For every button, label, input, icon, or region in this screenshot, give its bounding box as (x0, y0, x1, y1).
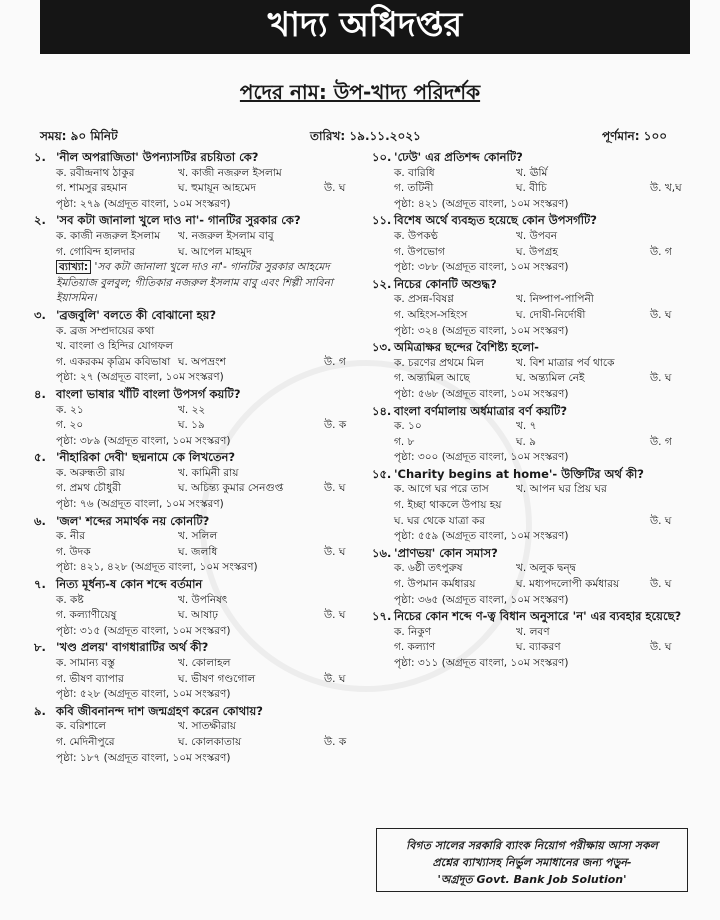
answer-key: উ. ঘ (650, 308, 672, 321)
option: ক. নিকুণ (394, 625, 431, 638)
option-row (372, 561, 690, 577)
question-text: বাংলা ভাষার খাঁটি বাংলা উপসর্গ কয়টি? (56, 386, 241, 401)
option: খ. ২২ (178, 403, 206, 416)
option: ঘ. ভীষণ গণ্ডগোল (178, 672, 256, 685)
question-item (372, 404, 690, 466)
option: খ. কাজী নজরুল ইসলাম (178, 166, 282, 179)
question-header (34, 577, 364, 593)
question-text: অমিত্রাক্ষর ছন্দের বৈশিষ্ট্য হলো- (394, 340, 539, 355)
option-row (372, 166, 690, 182)
question-item (372, 467, 690, 545)
option-row (372, 577, 690, 593)
header-banner (40, 0, 690, 54)
question-item (34, 514, 364, 576)
question-item (34, 308, 364, 386)
answer-key: উ. ঘ (650, 578, 672, 591)
option-row (372, 435, 690, 451)
question-header (372, 277, 690, 293)
option: গ. গোবিন্দ হালদার (56, 245, 136, 258)
option: গ. মেদিনীপুরে (56, 735, 115, 748)
question-number: ১৭. (372, 609, 392, 624)
option: ঘ. অপভ্রংশ (178, 355, 226, 368)
option: গ. ৮ (394, 435, 415, 448)
question-header (372, 609, 690, 625)
question-item (34, 704, 364, 766)
answer-key (650, 229, 690, 245)
questions-right-column (372, 150, 690, 673)
question-header (34, 514, 364, 530)
option-row (372, 245, 690, 261)
option: গ. একরকম কৃত্রিম কবিভাষা (56, 355, 171, 368)
source-reference: পৃষ্ঠা: ৩৮৮ (অগ্রদূত বাংলা, ১০ম সংস্করণ) (394, 261, 569, 274)
option-row (34, 229, 364, 245)
option-row (372, 482, 690, 498)
option: ক. চরণের প্রথমে মিল (394, 356, 484, 369)
option: গ. কল্যাণ (394, 641, 436, 654)
answer-key: উ. ঘ (650, 514, 672, 527)
exam-date: তারিখ: ১৯.১১.২০২১ (310, 129, 421, 143)
option: ঘ. মধ্যপদলোপী কর্মধারয় (516, 578, 620, 591)
question-text: 'নীহারিকা দেবী' ছদ্মনামে কে লিখতেন? (56, 450, 236, 465)
option: ক. প্রসন্ন-বিষণ্ণ (394, 293, 454, 306)
question-text: নিত্য মূর্ধন্য-ষ কোন শব্দে বর্তমান (56, 577, 203, 592)
option: খ. নজরুল ইসলাম বাবু (178, 229, 274, 242)
option-row (34, 656, 364, 672)
option: ক. ব্রজ সম্প্রদায়ের কথা (56, 324, 155, 337)
option: ক. রবীন্দ্রনাথ ঠাকুর (56, 166, 135, 179)
question-header (372, 150, 690, 166)
question-number: ৩. (34, 307, 46, 322)
option: ক. সামান্য বস্তু (56, 657, 115, 669)
promo-box (376, 828, 688, 892)
source-reference: পৃষ্ঠা: ৩০০ (অগ্রদূত বাংলা, ১০ম সংস্করণ) (394, 451, 569, 464)
option-row (34, 181, 364, 197)
answer-key: উ. খ,ঘ (650, 182, 682, 195)
promo-line: প্রশ্নের ব্যাখ্যাসহ নির্ভুল সমাধানের জন্য পড়ুন- (432, 856, 632, 869)
option: গ. তটিনী (394, 182, 434, 195)
option: ঘ. ব্যাকরণ (516, 641, 561, 654)
question-header (34, 387, 364, 403)
option: ক. ৬ষ্ঠী তৎপুরুষ (394, 562, 463, 575)
option: গ. শামসুর রহমান (56, 182, 128, 195)
option: ঘ. দোষী-নির্দোষী (516, 308, 586, 321)
option-row (34, 403, 364, 419)
option: খ. লবণ (516, 625, 550, 638)
option-row (372, 308, 690, 324)
answer-key: উ. ক (324, 419, 347, 432)
question-number: ৭. (34, 577, 46, 592)
option: গ. প্রমথ চৌধুরী (56, 482, 121, 495)
answer-key (650, 356, 690, 372)
option-row (34, 355, 364, 371)
answer-key: উ. ঘ (650, 641, 672, 654)
option: খ. ঊর্মি (516, 166, 548, 179)
answer-key (650, 625, 690, 641)
question-text: 'ব্রজবুলি' বলতে কী বোঝানো হয়? (56, 307, 217, 322)
question-item (372, 609, 690, 671)
option-row (372, 419, 690, 435)
answer-key: উ. ক (324, 735, 347, 748)
question-text: 'Charity begins at home'- উক্তিটির অর্থ কী? (394, 466, 644, 481)
option: গ. অহিংস-সহিংস (394, 308, 468, 321)
answer-key (324, 719, 364, 735)
option: ঘ. ঘর থেকে যাত্রা কর (394, 514, 486, 527)
question-item (34, 213, 364, 307)
answer-key (324, 466, 364, 482)
question-item (372, 546, 690, 608)
option-row (34, 672, 364, 688)
answer-key (324, 656, 364, 672)
option: গ. কল্যাণীয়েষু (56, 609, 117, 622)
option-row (372, 640, 690, 656)
source-reference: পৃষ্ঠা: ২৭ (অগ্রদূত বাংলা, ১০ম সংস্করণ) (56, 371, 224, 384)
option: গ. ইচ্ছা থাকলে উপায় হয় (394, 499, 502, 512)
question-header (34, 308, 364, 324)
option-row (34, 593, 364, 609)
option: ক. ২১ (56, 403, 84, 416)
option: খ. কামিনী রায় (178, 466, 239, 479)
option: খ. নিষ্পাপ-পাপিনী (516, 293, 594, 306)
answer-key (650, 561, 690, 577)
option-row (34, 608, 364, 624)
question-text: নিচের কোনটি অশুদ্ধ? (394, 276, 497, 291)
source-reference: পৃষ্ঠা: ৪২১, ৪২৮ (অগ্রদূত বাংলা, ১০ম সংস্করণ) (56, 561, 258, 574)
answer-key (324, 166, 364, 182)
banner-title: খাদ্য অধিদপ্তর (267, 4, 463, 45)
option: ঘ. আপেল মাহমুদ (178, 245, 252, 258)
answer-key (324, 593, 364, 609)
question-text: 'সব কটা জানালা খুলে দাও না'- গানটির সুরকার কে? (56, 213, 301, 228)
option: ক. কাজী নজরুল ইসলাম (56, 229, 161, 242)
question-number: ১১. (372, 213, 392, 228)
option: ক. বরিশালে (56, 720, 106, 733)
option: ঘ. ১৯ (178, 419, 205, 432)
question-item (372, 277, 690, 339)
option-row (34, 529, 364, 545)
source-reference: পৃষ্ঠা: ৩১১ (অগ্রদূত বাংলা, ১০ম সংস্করণ) (394, 657, 569, 669)
option-row (372, 514, 690, 530)
answer-key: উ. ঘ (650, 372, 672, 385)
full-marks: পূর্ণমান: ১০০ (602, 129, 668, 143)
option: গ. ২০ (56, 419, 84, 432)
option: খ. অলুক দ্বন্দ্ব (516, 562, 576, 575)
question-header (372, 546, 690, 562)
option-row (372, 371, 690, 387)
source-reference: পৃষ্ঠা: ৩১৫ (অগ্রদূত বাংলা, ১০ম সংস্করণ) (56, 624, 231, 637)
source-reference: পৃষ্ঠা: ৪২১ (অগ্রদূত বাংলা, ১০ম সংস্করণ) (394, 197, 569, 210)
option-row (372, 625, 690, 641)
option-row (34, 245, 364, 261)
source-reference: পৃষ্ঠা: ২৭৯ (অগ্রদূত বাংলা, ১০ম সংস্করণ) (56, 197, 231, 210)
answer-key (650, 166, 690, 182)
answer-key: উ. গ (650, 245, 672, 258)
option: গ. অন্ত্যমিল আছে (394, 372, 470, 385)
answer-key: উ. ঘ (324, 182, 346, 195)
source-reference: পৃষ্ঠা: ৫৬৮ (অগ্রদূত বাংলা, ১০ম সংস্করণ) (394, 387, 569, 400)
option: ঘ. অচিন্ত্য কুমার সেনগুপ্ত (178, 482, 284, 495)
option: ক. উপকণ্ঠ (394, 229, 438, 242)
question-header (34, 450, 364, 466)
question-header (372, 404, 690, 420)
questions-left-column (34, 150, 364, 767)
question-number: ৮. (34, 640, 46, 655)
question-text: 'ঢেউ' এর প্রতিশব্দ কোনটি? (394, 150, 523, 164)
question-number: ৪. (34, 386, 46, 401)
option: গ. ভীষণ ব্যাপার (56, 672, 124, 685)
question-number: ১৬. (372, 545, 392, 560)
option: ঘ. উপগ্রহ (516, 245, 558, 258)
question-number: ২. (34, 213, 46, 228)
answer-key (650, 482, 690, 498)
question-text: 'প্রাণভয়' কোন সমাস? (394, 545, 498, 560)
answer-key (650, 419, 690, 435)
question-header (372, 467, 690, 483)
option: ক. কষ্ট (56, 593, 84, 606)
option: খ. কোলাহল (178, 657, 231, 669)
option-row (34, 481, 364, 497)
source-reference: পৃষ্ঠা: ৫২৮ (অগ্রদূত বাংলা, ১০ম সংস্করণ) (56, 688, 231, 701)
question-number: ১০. (372, 150, 392, 164)
option-row (372, 292, 690, 308)
option-row (372, 356, 690, 372)
post-title: পদের নাম: উপ-খাদ্য পরিদর্শক (239, 80, 481, 104)
question-number: ৬. (34, 513, 46, 528)
explanation (34, 260, 364, 307)
question-item (34, 450, 364, 512)
question-item (372, 340, 690, 402)
option: ঘ. বীচি (516, 182, 547, 195)
option (516, 514, 650, 530)
promo-line: 'অগ্রদূত Govt. Bank Job Solution' (437, 873, 627, 886)
question-text: 'জল' শব্দের সমার্থক নয় কোনটি? (56, 513, 210, 528)
option: ঘ. অন্ত্যমিল নেই (516, 372, 585, 385)
option: খ. উপবন (516, 229, 557, 242)
question-text: বাংলা বর্ণমালায় অর্ধমাত্রার বর্ণ কয়টি? (394, 403, 567, 418)
option: ক. বারিধি (394, 166, 435, 179)
option-row (34, 735, 364, 751)
answer-key (324, 529, 364, 545)
question-item (34, 150, 364, 212)
answer-key: উ. ঘ (324, 545, 346, 558)
source-reference: পৃষ্ঠা: ৩৮৯ (অগ্রদূত বাংলা, ১০ম সংস্করণ) (56, 434, 231, 447)
question-header (372, 213, 690, 229)
option: ঘ. হুমায়ূন আহমেদ (178, 182, 256, 195)
option: খ. আপন ঘর প্রিয় ঘর (516, 483, 607, 496)
option: খ. ৭ (516, 420, 537, 433)
answer-key: উ. গ (324, 355, 346, 368)
option: খ. উপনিষৎ (178, 593, 228, 606)
question-text: নিচের কোন শব্দে ণ-ত্ব বিধান অনুসারে 'ন' এর ব্যবহার হয়েছে? (394, 609, 682, 624)
option: খ. বাংলা ও হিন্দির যোগফল (56, 340, 174, 353)
answer-key: উ. ঘ (324, 482, 346, 495)
source-reference: পৃষ্ঠা: ৭৬ (অগ্রদূত বাংলা, ১০ম সংস্করণ) (56, 498, 224, 511)
option: গ. উদক (56, 545, 91, 558)
question-number: ১. (34, 150, 46, 164)
explanation-label: ব্যাখ্যা: (56, 260, 91, 274)
question-text: 'খণ্ড প্রলয়' বাগধারাটির অর্থ কী? (56, 640, 209, 655)
option: ক. নীর (56, 530, 86, 543)
question-number: ১৫. (372, 466, 392, 481)
answer-key: উ. গ (650, 435, 672, 448)
answer-key (324, 403, 364, 419)
option: খ. বিশ মাত্রার পর্ব থাকে (516, 356, 615, 369)
question-number: ১৪. (372, 403, 392, 418)
option: গ. উপভোগ (394, 245, 445, 258)
source-reference: পৃষ্ঠা: ৩২৪ (অগ্রদূত বাংলা, ১০ম সংস্করণ) (394, 324, 569, 337)
option: খ. সলিল (178, 530, 218, 543)
question-header (34, 640, 364, 656)
question-header (34, 704, 364, 720)
question-item (372, 150, 690, 212)
question-number: ৫. (34, 450, 46, 465)
option-row (34, 719, 364, 735)
question-item (34, 577, 364, 639)
option: গ. উপমান কর্মধারয় (394, 578, 476, 591)
option: ঘ. আষাঢ় (178, 609, 218, 622)
option: খ. সাতক্ষীরায় (178, 720, 236, 733)
option-row (34, 466, 364, 482)
option-row (34, 545, 364, 561)
answer-key (324, 245, 364, 261)
answer-key: উ. ঘ (324, 672, 346, 685)
question-number: ১২. (372, 276, 392, 291)
question-number: ৯. (34, 703, 46, 718)
option: ঘ. ৯ (516, 435, 536, 448)
option: ঘ. জলধি (178, 545, 218, 558)
question-item (372, 213, 690, 275)
answer-key: উ. ঘ (324, 609, 346, 622)
source-reference: পৃষ্ঠা: ১৮৭ (অগ্রদূত বাংলা, ১০ম সংস্করণ) (56, 751, 231, 764)
question-text: 'নীল অপরাজিতা' উপন্যাসটির রচয়িতা কে? (56, 150, 259, 164)
question-header (34, 213, 364, 229)
question-header (372, 340, 690, 356)
question-item (34, 640, 364, 702)
source-reference: পৃষ্ঠা: ৩৬৫ (অগ্রদূত বাংলা, ১০ম সংস্করণ) (394, 593, 569, 606)
option: ক. ১০ (394, 420, 422, 433)
question-text: কবি জীবনানন্দ দাশ জন্মগ্রহণ করেন কোথায়? (56, 703, 263, 718)
question-header (34, 150, 364, 166)
question-item (34, 387, 364, 449)
option-row (34, 166, 364, 182)
question-number: ১৩. (372, 340, 392, 355)
option-row (372, 181, 690, 197)
option: ক. আগে ঘর পরে তাস (394, 483, 489, 496)
answer-key (650, 292, 690, 308)
explanation-text: 'সব কটা জানালা খুলে দাও না'- গানটির সুরকার আহমেদ ইমতিয়াজ বুলবুল; গীতিকার নজরুল ইসলাম বাবু এবং শিল্পী সাবিনা ইয়াসমিন। (56, 261, 333, 305)
answer-key (324, 229, 364, 245)
promo-line: বিগত সালের সরকারি ব্যাংক নিয়োগ পরীক্ষায় আসা সকল (406, 839, 658, 852)
option-row (34, 418, 364, 434)
option: ঘ. কোলকাতায় (178, 735, 242, 748)
source-reference: পৃষ্ঠা: ৫৫৯ (অগ্রদূত বাংলা, ১০ম সংস্করণ) (394, 530, 569, 543)
question-text: বিশেষ অর্থে ব্যবহৃত হয়েছে কোন উপসর্গটি? (394, 213, 597, 228)
option: ক. অরুন্ধতী রায় (56, 466, 125, 479)
option-row (372, 229, 690, 245)
exam-time: সময়: ৯০ মিনিট (40, 129, 118, 143)
